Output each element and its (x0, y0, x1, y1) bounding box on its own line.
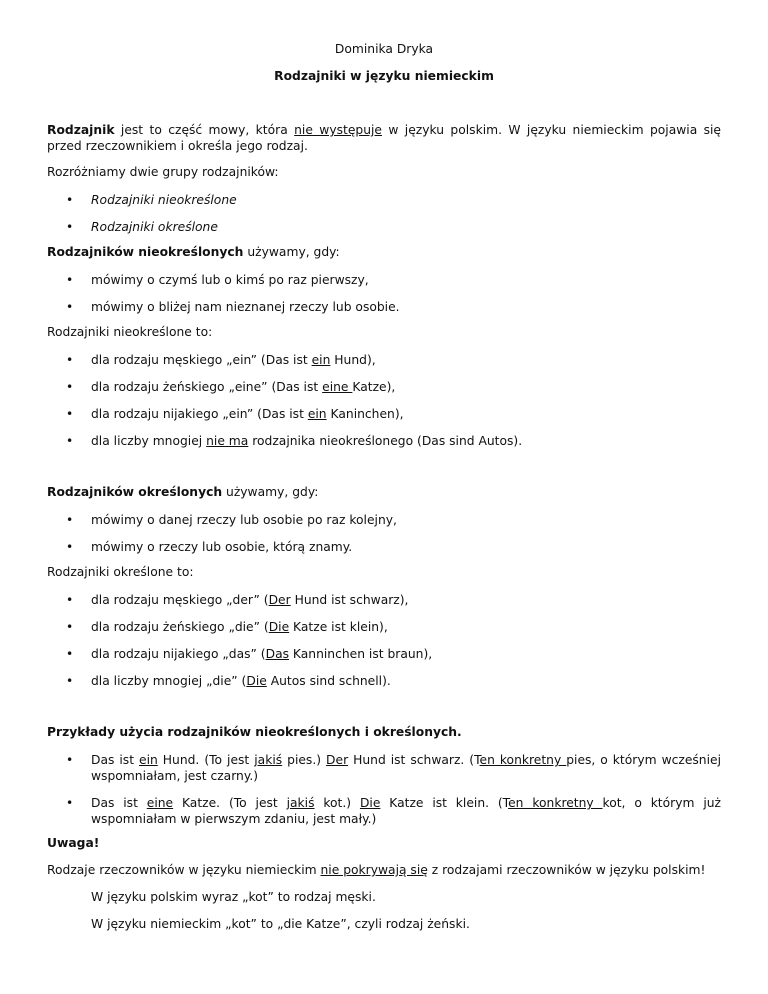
list-item: mówimy o rzeczy lub osobie, którą znamy. (91, 540, 353, 554)
bullet: • (66, 273, 74, 287)
intro-paragraph (47, 122, 721, 154)
list-item: dla liczby mnogiej „die” (Die Autos sind schnell). (91, 674, 391, 688)
bullet: • (66, 540, 74, 554)
list-item: dla rodzaju męskiego „ein” (Das ist ein Hund), (91, 353, 376, 367)
intro-part2: w języku polskim. W języku niemieckim pojawia się przed rzeczownikiem i określa jego rodzaj. (47, 123, 721, 153)
list-item: dla rodzaju żeńskiego „eine” (Das ist eine Katze), (91, 380, 396, 394)
definite-list-intro: Rodzajniki określone to: (47, 565, 194, 579)
list-item: dla rodzaju nijakiego „ein” (Das ist ein Kaninchen), (91, 407, 404, 421)
list-item: dla rodzaju nijakiego „das” (Das Kanninchen ist braun), (91, 647, 433, 661)
definite-usage-heading: Rodzajników określonych używamy, gdy: (47, 485, 319, 499)
indefinite-list-intro: Rodzajniki nieokreślone to: (47, 325, 213, 339)
note-line-2: W języku niemieckim „kot” to „die Katze”, czyli rodzaj żeński. (91, 917, 470, 931)
list-item: dla rodzaju żeńskiego „die” (Die Katze ist klein), (91, 620, 388, 634)
bullet: • (66, 193, 74, 207)
list-item: mówimy o bliżej nam nieznanej rzeczy lub osobie. (91, 300, 400, 314)
list-item: Rodzajniki nieokreślone (91, 193, 237, 207)
bullet: • (66, 796, 74, 810)
bullet: • (66, 513, 74, 527)
indefinite-usage-heading: Rodzajników nieokreślonych używamy, gdy: (47, 245, 340, 259)
list-item: mówimy o czymś lub o kimś po raz pierwszy, (91, 273, 369, 287)
bullet: • (66, 353, 74, 367)
bullet: • (66, 593, 74, 607)
bullet: • (66, 753, 74, 767)
document-title: Rodzajniki w języku niemieckim (274, 69, 494, 83)
author-name: Dominika Dryka (334, 42, 434, 56)
example-item: Das ist eine Katze. (To jest jakiś kot.) Die Katze ist klein. (Ten konkretny kot, o którym już wspomniałam w pierwszym zdaniu, jest mały.) (91, 796, 721, 826)
intro-underlined: nie występuje (294, 123, 382, 137)
bullet: • (66, 674, 74, 688)
groups-intro: Rozróżniamy dwie grupy rodzajników: (47, 165, 279, 179)
bullet: • (66, 647, 74, 661)
note-line-1: W języku polskim wyraz „kot” to rodzaj męski. (91, 890, 376, 904)
bullet: • (66, 407, 74, 421)
intro-term: Rodzajnik (47, 123, 115, 137)
bullet: • (66, 620, 74, 634)
list-item: dla liczby mnogiej nie ma rodzajnika nieokreślonego (Das sind Autos). (91, 434, 523, 448)
example-item: Das ist ein Hund. (To jest jakiś pies.) Der Hund ist schwarz. (Ten konkretny pies, o którym wcześniej wspomniałam, jest czarny.) (91, 753, 722, 783)
list-item: mówimy o danej rzeczy lub osobie po raz kolejny, (91, 513, 397, 527)
note-heading: Uwaga! (47, 836, 100, 850)
intro-part1: jest to część mowy, która (114, 123, 295, 137)
bullet: • (66, 220, 74, 234)
examples-heading: Przykłady użycia rodzajników nieokreślonych i określonych. (47, 725, 462, 739)
bullet: • (66, 300, 74, 314)
bullet: • (66, 434, 74, 448)
list-item: dla rodzaju męskiego „der” (Der Hund ist schwarz), (91, 593, 409, 607)
note-paragraph: Rodzaje rzeczowników w języku niemieckim nie pokrywają się z rodzajami rzeczowników w języku polskim! (47, 863, 706, 877)
bullet: • (66, 380, 74, 394)
list-item: Rodzajniki określone (91, 220, 218, 234)
